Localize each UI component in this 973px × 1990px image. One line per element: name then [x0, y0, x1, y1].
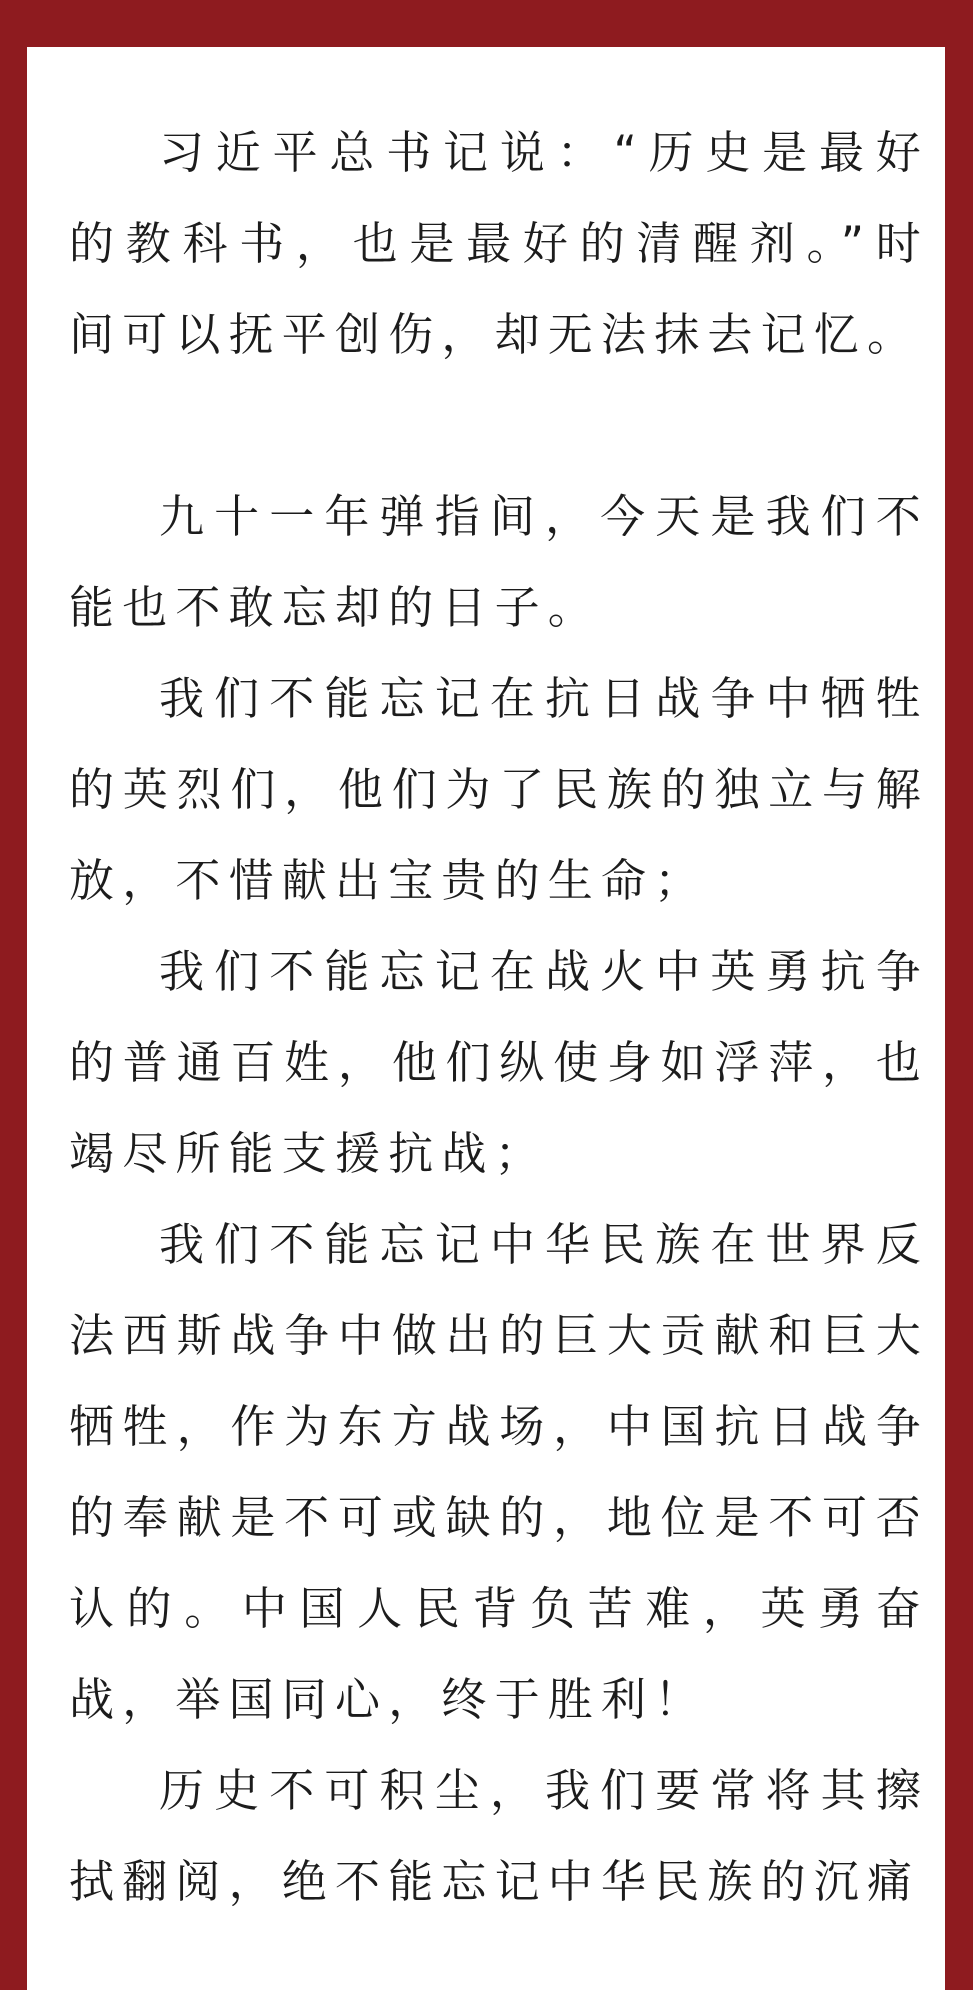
paragraph-gap: [69, 380, 929, 471]
article-page: [27, 47, 945, 1990]
paragraph-5: 我们不能忘记中华民族在世界反法西斯战争中做出的巨大贡献和巨大牺牲，作为东方战场，中国抗日战争的奉献是不可或缺的，地位是不可否认的。中国人民背负苦难，英勇奋战，举国同心，终于胜利！: [69, 1218, 929, 1726]
article-body: [69, 107, 929, 1927]
paragraph-1: 习近平总书记说：“历史是最好的教科书，也是最好的清醒剂。”时间可以抚平创伤，却无法抹去记忆。: [69, 126, 929, 361]
paragraph-4: 我们不能忘记在战火中英勇抗争的普通百姓，他们纵使身如浮萍，也竭尽所能支援抗战；: [69, 945, 929, 1180]
paragraph-2: 九十一年弹指间，今天是我们不能也不敢忘却的日子。: [69, 490, 929, 634]
paragraph-6: 历史不可积尘，我们要常将其擦拭翻阅，绝不能忘记中华民族的沉痛: [69, 1764, 929, 1908]
paragraph-3: 我们不能忘记在抗日战争中牺牲的英烈们，他们为了民族的独立与解放，不惜献出宝贵的生命；: [69, 672, 929, 907]
